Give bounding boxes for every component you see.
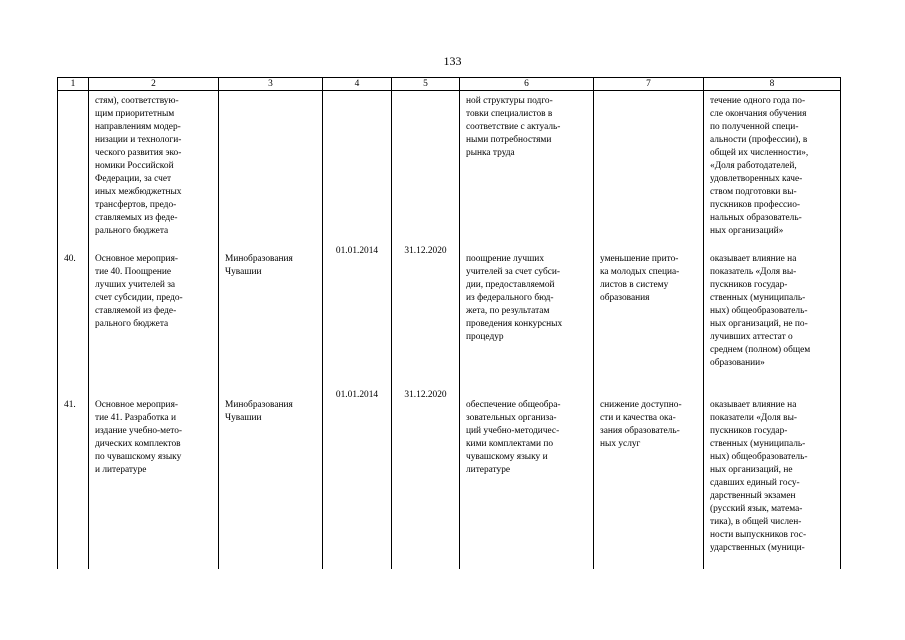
consequence-cell: снижение доступно- сти и качества ока- зания образователь- ных услуг xyxy=(594,389,704,569)
start-date-cell: 01.01.2014 xyxy=(323,389,392,569)
column-header-8: 8 xyxy=(704,78,841,91)
indicator-cell: оказывает влияние на показатели «Доля вы- пускников государ- ственных (муниципаль- ных) общеобразователь- ных организаций, не сдавших единый госу- дарственный экзамен (русский язык, матема- тика), в общей числен- ности выпускников гос- ударственных (муници- xyxy=(704,389,841,569)
executor-cell: Минобразования Чувашии xyxy=(219,389,323,569)
executor-cell: Минобразования Чувашии xyxy=(219,245,323,389)
column-header-5: 5 xyxy=(392,78,460,91)
consequence-cell xyxy=(594,91,704,246)
consequence-cell: уменьшение прито- ка молодых специа- листов в систему образования xyxy=(594,245,704,389)
table-row-continued xyxy=(58,91,841,246)
end-date-cell xyxy=(392,91,460,246)
column-header-2: 2 xyxy=(89,78,219,91)
column-header-4: 4 xyxy=(323,78,392,91)
start-date-cell xyxy=(323,91,392,246)
column-header-7: 7 xyxy=(594,78,704,91)
column-numbers-row xyxy=(58,78,841,91)
column-header-1: 1 xyxy=(58,78,89,91)
measure-cell: Основное мероприя- тие 40. Поощрение лучших учителей за счет субсидии, предо- ставляемой из феде- рального бюджета xyxy=(89,245,219,389)
column-header-6: 6 xyxy=(460,78,594,91)
column-header-3: 3 xyxy=(219,78,323,91)
measure-cell: Основное мероприя- тие 41. Разработка и издание учебно-мето- дических комплектов по чувашскому языку и литературе xyxy=(89,389,219,569)
table-row-40 xyxy=(58,245,841,389)
page-number: 133 xyxy=(443,54,462,68)
end-date-cell: 31.12.2020 xyxy=(392,389,460,569)
indicator-cell: течение одного года по- сле окончания обучения по полученной специ- альности (профессии), в общей их численности», «Доля работодателей, удовлетворенных каче- ством подготовки вы- пускников профессио- нальных образователь- ных организаций» xyxy=(704,91,841,246)
result-cell: поощрение лучших учителей за счет субси- дии, предоставляемой из федерального бюд- жета, по результатам проведения конкурсных процедур xyxy=(460,245,594,389)
indicator-cell: оказывает влияние на показатель «Доля вы- пускников государ- ственных (муниципаль- ных) общеобразователь- ных организаций, не по- лучивших аттестат о среднем (полном) общем образовании» xyxy=(704,245,841,389)
result-cell: ной структуры подго- товки специалистов в соответствие с актуаль- ными потребностями рынка труда xyxy=(460,91,594,246)
table-row-41 xyxy=(58,389,841,569)
row-number: 41. xyxy=(58,389,89,569)
end-date-cell: 31.12.2020 xyxy=(392,245,460,389)
measures-table xyxy=(57,77,841,569)
row-number xyxy=(58,91,89,246)
measure-cell: стям), соответствую- щим приоритетным направлениям модер- низации и технологи- ческого развития эко- номики Российской Федерации, за счет иных межбюджетных трансфертов, предо- ставляемых из феде- рального бюджета xyxy=(89,91,219,246)
result-cell: обеспечение общеобра- зовательных организа- ций учебно-методичес- кими комплектами по чувашскому языку и литературе xyxy=(460,389,594,569)
row-number: 40. xyxy=(58,245,89,389)
start-date-cell: 01.01.2014 xyxy=(323,245,392,389)
executor-cell xyxy=(219,91,323,246)
